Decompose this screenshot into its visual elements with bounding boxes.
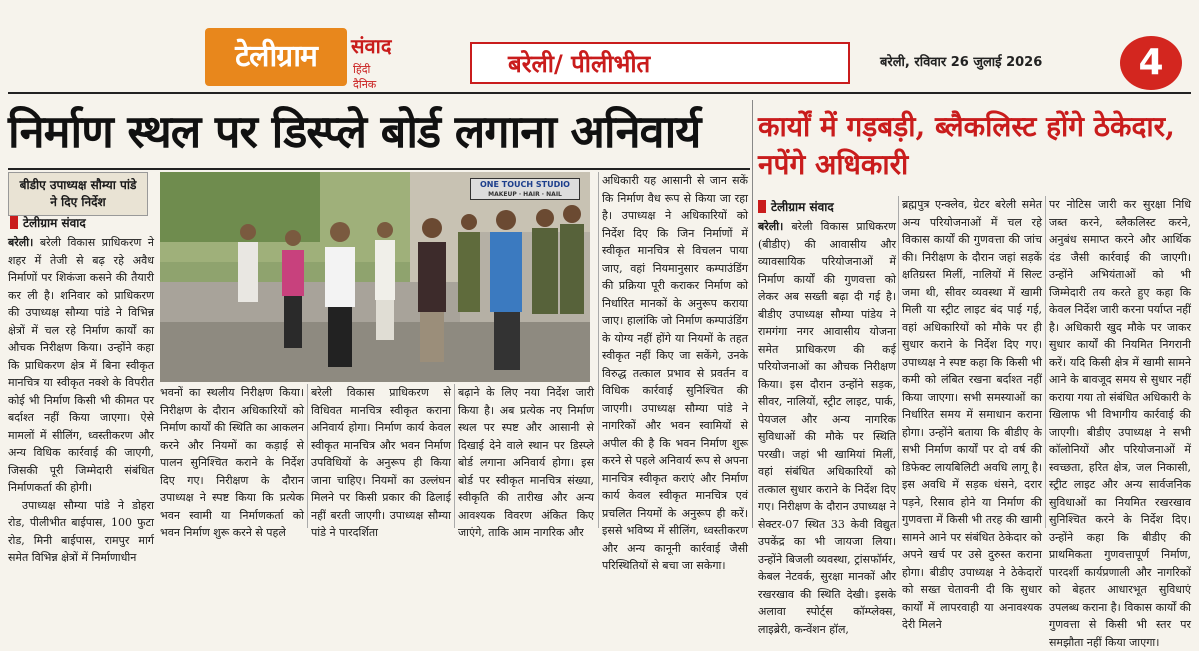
edition-banner: [470, 42, 850, 84]
main-column-4: [458, 384, 594, 539]
side-column-1: [758, 218, 896, 636]
side-col2-text: ब्रह्मपुत्र एन्क्लेव, ग्रेटर बरेली समेत अन्य परियोजनाओं में चल रहे विकास कार्यों की गुणवत्ता की जांच की। निरीक्षण के दौरान जहां सड़कें क्षतिग्रस्त मिलीं, नालियों में सिल्ट जमा थी, सीवर व्यवस्था में खामी मिली या स्ट्रीट लाइट बंद पाई गई, वहां अधिकारियों को मौके पर ही सुधार कराने के निर्देश दिए गए। उपाध्यक्ष ने स्पष्ट कहा कि किसी भी कमी को लंबित रखना बर्दाश्त नहीं किया जाएगा। सभी समस्याओं का निर्धारित समय में समाधान कराना होगा। उन्होंने बताया कि बीडीए के सभी निर्माण कार्यों पर दो वर्ष की डिफेक्ट लायबिलिटी अवधि लागू है। इस अवधि में सड़क धंसने, दरार पड़ने, रिसाव होने या निर्माण की गुणवत्ता में किसी भी तरह की खामी सामने आने पर संबंधित ठेकेदार को अपने खर्च पर उसे दुरुस्त कराना होगा। बीडीए उपाध्यक्ष ने ठेकेदारों को सख्त चेतावनी दी कि सुधार कार्यों में लापरवाही या अनावश्यक देरी मिलने: [902, 198, 1042, 631]
column-rule: [598, 172, 599, 528]
main-col1-para-b: उपाध्यक्ष सौम्या पांडे ने डोहरा रोड, पीलीभीत बाईपास, 100 फुटा रोड, मिनी बाईपास, रामपुर मार्ग समेत विभिन्न क्षेत्रों में निर्माणाधीन: [8, 498, 154, 564]
main-column-2: [160, 384, 304, 539]
dateline: बरेली, रविवार 26 जुलाई 2026: [880, 55, 1043, 70]
main-column-5: [602, 172, 748, 572]
main-col2-text: भवनों का स्थलीय निरीक्षण किया। निरीक्षण के दौरान अधिकारियों को निर्माण कार्यों की स्थिति का आकलन करने और नियमों का कड़ाई से पालन सुनिश्चित कराने के निर्देश दिए गए। निरीक्षण के दौरान उपाध्यक्ष ने स्पष्ट किया कि प्रत्येक भवन स्वामी या निर्माणकर्ता को भवन निर्माण शुरू करने से पहले: [160, 386, 304, 539]
photo-shop-sign: [470, 178, 580, 200]
column-rule: [307, 384, 308, 528]
main-byline-text: टेलीग्राम संवाद: [23, 216, 86, 230]
side-column-2: [902, 196, 1042, 631]
side-column-3: [1049, 196, 1191, 649]
byline-marker-icon: [758, 200, 766, 213]
main-col3-text: बरेली विकास प्राधिकरण से विधिवत मानचित्र स्वीकृत कराना अनिवार्य होगा। निर्माण कार्य केवल स्वीकृत मानचित्र और भवन निर्माण उपविधियों के अनुरूप ही किया जाना चाहिए। नियमों का उल्लंघन मिलने पर किसी प्रकार की ढिलाई नहीं बरती जाएगी। उपाध्यक्ष सौम्या पांडे ने पारदर्शिता: [311, 386, 451, 539]
side-byline: [758, 198, 834, 215]
side-dateline: बरेली।: [758, 220, 784, 233]
side-headline: कार्यों में गड़बड़ी, ब्लैकलिस्ट होंगे ठेकेदार, नपेंगे अधिकारी: [758, 110, 1175, 181]
logo-suffix: संवाद: [351, 34, 392, 58]
newspaper-logo: [205, 28, 395, 91]
inspection-photo-illustration: [160, 172, 590, 382]
logo-brand: टेलीग्राम: [205, 28, 347, 86]
main-column-1: [8, 234, 154, 564]
main-column-3: [311, 384, 451, 539]
main-col4-text: बढ़ाने के लिए नया निर्देश जारी किया है। अब प्रत्येक नए निर्माण स्थल पर स्पष्ट और आसानी से दिखाई देने वाले स्थान पर डिस्प्ले बोर्ड लगाना अनिवार्य होगा। इस बोर्ड पर स्वीकृत मानचित्र संख्या, स्वीकृति की तारीख और अन्य आवश्यक विवरण अंकित किए जाएंगे, ताकि आम नागरिक और: [458, 386, 594, 539]
column-rule: [898, 196, 899, 528]
story-deck: बीडीए उपाध्यक्ष सौम्या पांडे ने दिए निर्देश: [8, 172, 148, 216]
logo-tagline: हिंदी दैनिक: [353, 63, 377, 91]
side-col1-text: बरेली विकास प्राधिकरण (बीडीए) की आवासीय और व्यावसायिक परियोजनाओं में निर्माण कार्यों की गुणवत्ता को लेकर अब सख्ती बढ़ा दी गई है। बीडीए उपाध्यक्ष सौम्या पांडेय ने रामगंगा नगर आवासीय योजना समेत प्राधिकरण की कई परियोजनाओं का औचक निरीक्षण किया। इस दौरान उन्होंने सड़क, सीवर, नालियों, स्ट्रीट लाइट, पार्क, पेयजल और अन्य नागरिक सुविधाओं की मौके पर स्थिति परखी। जहां भी खामियां मिलीं, वहां संबंधित अधिकारियों को तत्काल सुधार कराने के निर्देश दिए गए। निरीक्षण के दौरान उपाध्यक्ष ने सेक्टर-07 स्थित 33 केवी विद्युत उपकेंद्र का भी जायजा लिया। उन्होंने बिजली व्यवस्था, ट्रांसफॉर्मर, केबल नेटवर्क, सुरक्षा मानकों और रखरखाव की स्थिति देखी। इसके अलावा स्पोर्ट्स कॉम्प्लेक्स, लाइब्रेरी, कन्वेंशन हॉल,: [758, 220, 896, 636]
main-col5-text: अधिकारी यह आसानी से जान सकें कि निर्माण वैध रूप से किया जा रहा है। उपाध्यक्ष ने अधिकारियों को निर्देश दिए कि जिन निर्माणों में स्वीकृत मानचित्र से विचलन पाया जाए, वहां नियमानुसार कम्पाउंडिंग की प्रक्रिया पूरी कराकर निर्माण को निर्धारित मानकों के अनुरूप कराया जाए। हालांकि जो निर्माण कम्पाउंडिंग के योग्य नहीं होंगे या नियमों के तहत स्वीकृत नहीं किए जा सकेंगे, उनके विरुद्ध तत्काल प्रभाव से प्रवर्तन व विधिक कार्रवाई सुनिश्चित की जाएगी। उपाध्यक्ष सौम्या पांडे ने नागरिकों और भवन स्वामियों से अपील की है कि भवन निर्माण शुरू करने से पहले अनिवार्य रूप से अपना मानचित्र स्वीकृत कराएं और निर्माण कार्य केवल स्वीकृत मानचित्र एवं प्रचलित नियमों के अनुरूप ही करें। इससे भविष्य में सीलिंग, ध्वस्तीकरण और अन्य कानूनी कार्रवाई जैसी परिस्थितियों से बचा जा सकेगा।: [602, 174, 748, 572]
side-byline-text: टेलीग्राम संवाद: [771, 200, 834, 214]
news-photo: [160, 172, 590, 382]
byline-marker-icon: [10, 216, 18, 229]
column-rule: [1045, 196, 1046, 528]
main-headline: निर्माण स्थल पर डिस्प्ले बोर्ड लगाना अनिवार्य: [8, 105, 701, 158]
masthead: [0, 0, 1199, 96]
photo-shop-sign-text: ONE TOUCH STUDIO: [480, 180, 570, 189]
headline-rule: [8, 168, 750, 170]
masthead-divider: [8, 92, 1191, 94]
photo-shop-sign-subtext: MAKEUP · HAIR · NAIL: [488, 191, 562, 198]
side-col3-text: पर नोटिस जारी कर सुरक्षा निधि जब्त करने, ब्लैकलिस्ट करने, अनुबंध समाप्त करने और आर्थिक दंड जैसी कार्रवाई की जाएगी। उन्होंने अभियंताओं को भी जिम्मेदारी तय करते हुए कहा कि केवल निर्देश जारी करना पर्याप्त नहीं है। अधिकारी खुद मौके पर जाकर सुधार कार्यों की नियमित निगरानी करें। यदि किसी क्षेत्र में खामी सामने आने के बावजूद समय से सुधार नहीं कराया गया तो संबंधित अधिकारी के खिलाफ भी विभागीय कार्रवाई की जाएगी। बीडीए उपाध्यक्ष ने सभी कॉलोनियों और परियोजनाओं में स्वच्छता, हरित क्षेत्र, जल निकासी, स्ट्रीट लाइट और अन्य सार्वजनिक सुविधाओं का नियमित रखरखाव सुनिश्चित करने के निर्देश दिए। उन्होंने कहा कि बीडीए की प्राथमिकता गुणवत्तापूर्ण निर्माण, पारदर्शी कार्यप्रणाली और नागरिकों को बेहतर आधारभूत सुविधाएं उपलब्ध कराना है। विकास कार्यों की गुणवत्ता से किसी भी स्तर पर समझौता नहीं किया जाएगा।: [1049, 198, 1191, 649]
main-byline: [10, 214, 86, 231]
page-number-badge: 4: [1120, 36, 1182, 90]
edition-label: बरेली/ पीलीभीत: [508, 50, 651, 78]
story-divider: [752, 100, 753, 528]
main-dateline: बरेली।: [8, 236, 34, 249]
main-col1-para-a: बरेली विकास प्राधिकरण ने शहर में तेजी से बढ़ रहे अवैध निर्माणों पर शिकंजा कसने की तैयारी कर ली है। शनिवार को प्राधिकरण की उपाध्यक्ष सौम्या पांडे ने विभिन्न क्षेत्रों में चल रहे निर्माण कार्यों का औचक निरीक्षण किया। उन्होंने कहा कि प्राधिकरण क्षेत्र में बिना स्वीकृत मानचित्र या स्वीकृत नक्शे के विपरीत कोई भी निर्माण किसी भी कीमत पर बर्दाश्त नहीं किया जाएगा। ऐसे मामलों में सीलिंग, ध्वस्तीकरण और अन्य विधिक कार्रवाई की जाएगी, जिसकी पूरी जिम्मेदारी संबंधित निर्माणकर्ता की होगी।: [8, 236, 154, 494]
column-rule: [454, 384, 455, 528]
